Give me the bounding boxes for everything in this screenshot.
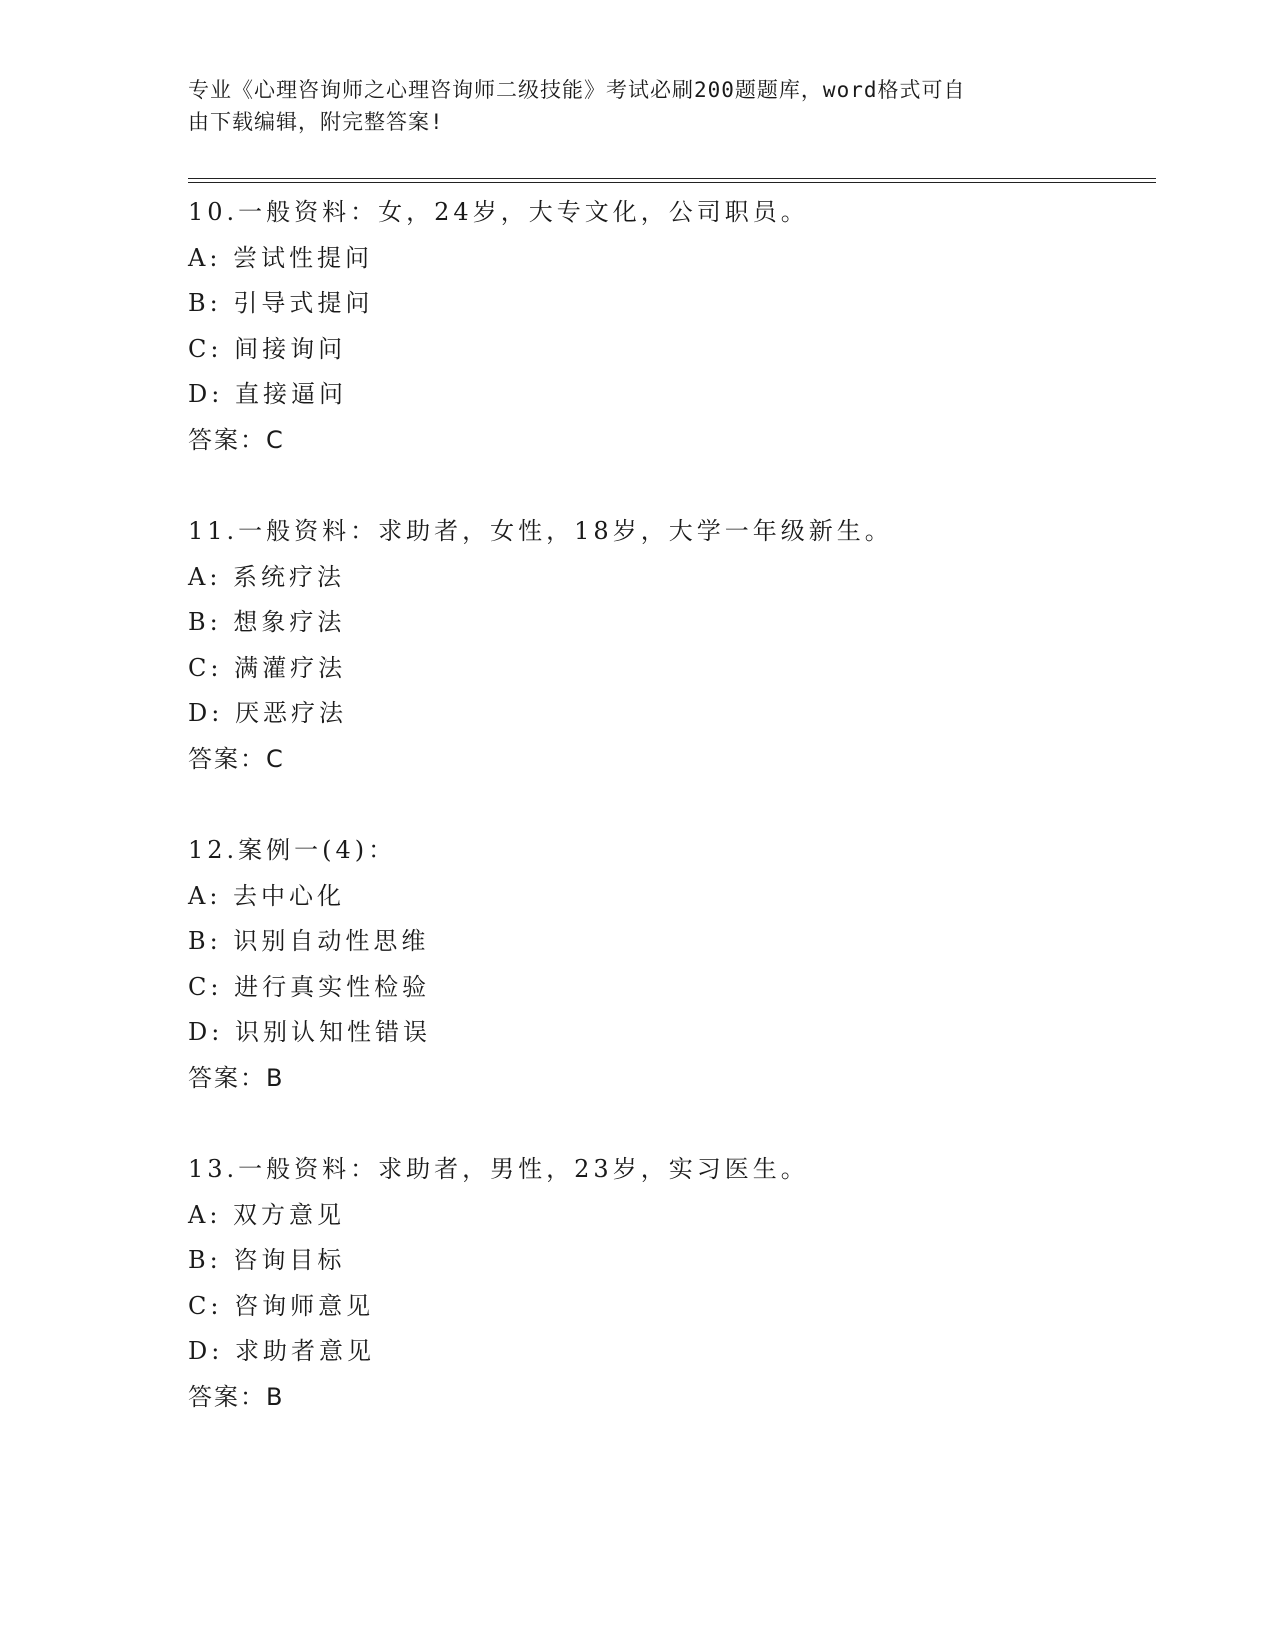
option-a: A: 系统疗法 bbox=[188, 562, 346, 591]
header-line-2: 由下载编辑，附完整答案! bbox=[188, 110, 444, 134]
option-c: C: 进行真实性检验 bbox=[188, 972, 431, 1001]
answer-line: 答案：B bbox=[188, 1382, 285, 1411]
option-d: D: 求助者意见 bbox=[188, 1337, 375, 1365]
option-a: A: 去中心化 bbox=[188, 881, 346, 910]
question-13 bbox=[188, 1147, 1156, 1420]
option-c: C: 咨询师意见 bbox=[188, 1291, 375, 1320]
answer-line: 答案：C bbox=[188, 425, 285, 454]
question-stem: 13.一般资料：求助者，男性，23岁，实习医生。 bbox=[188, 1155, 809, 1183]
question-11 bbox=[188, 509, 1156, 782]
option-d: D: 厌恶疗法 bbox=[188, 699, 347, 727]
question-stem: 10.一般资料：女，24岁，大专文化，公司职员。 bbox=[188, 198, 809, 226]
option-c: C: 满灌疗法 bbox=[188, 653, 347, 682]
question-12 bbox=[188, 828, 1156, 1101]
document-header bbox=[188, 74, 1068, 138]
option-b: B: 识别自动性思维 bbox=[188, 927, 430, 955]
option-b: B: 咨询目标 bbox=[188, 1246, 346, 1274]
header-line-1: 专业《心理咨询师之心理咨询师二级技能》考试必刷200题题库，word格式可自 bbox=[188, 78, 966, 102]
option-c: C: 间接询问 bbox=[188, 334, 347, 363]
question-stem: 11.一般资料：求助者，女性，18岁，大学一年级新生。 bbox=[188, 517, 893, 545]
option-d: D: 识别认知性错误 bbox=[188, 1018, 431, 1046]
option-a: A: 尝试性提问 bbox=[188, 243, 374, 272]
option-d: D: 直接逼问 bbox=[188, 380, 347, 408]
question-list bbox=[188, 190, 1156, 1466]
option-b: B: 引导式提问 bbox=[188, 289, 374, 317]
question-stem: 12.案例一(4)： bbox=[188, 836, 397, 864]
answer-line: 答案：C bbox=[188, 744, 285, 773]
answer-line: 答案：B bbox=[188, 1063, 285, 1092]
header-divider bbox=[188, 178, 1156, 183]
question-10 bbox=[188, 190, 1156, 463]
option-a: A: 双方意见 bbox=[188, 1200, 346, 1229]
option-b: B: 想象疗法 bbox=[188, 608, 346, 636]
